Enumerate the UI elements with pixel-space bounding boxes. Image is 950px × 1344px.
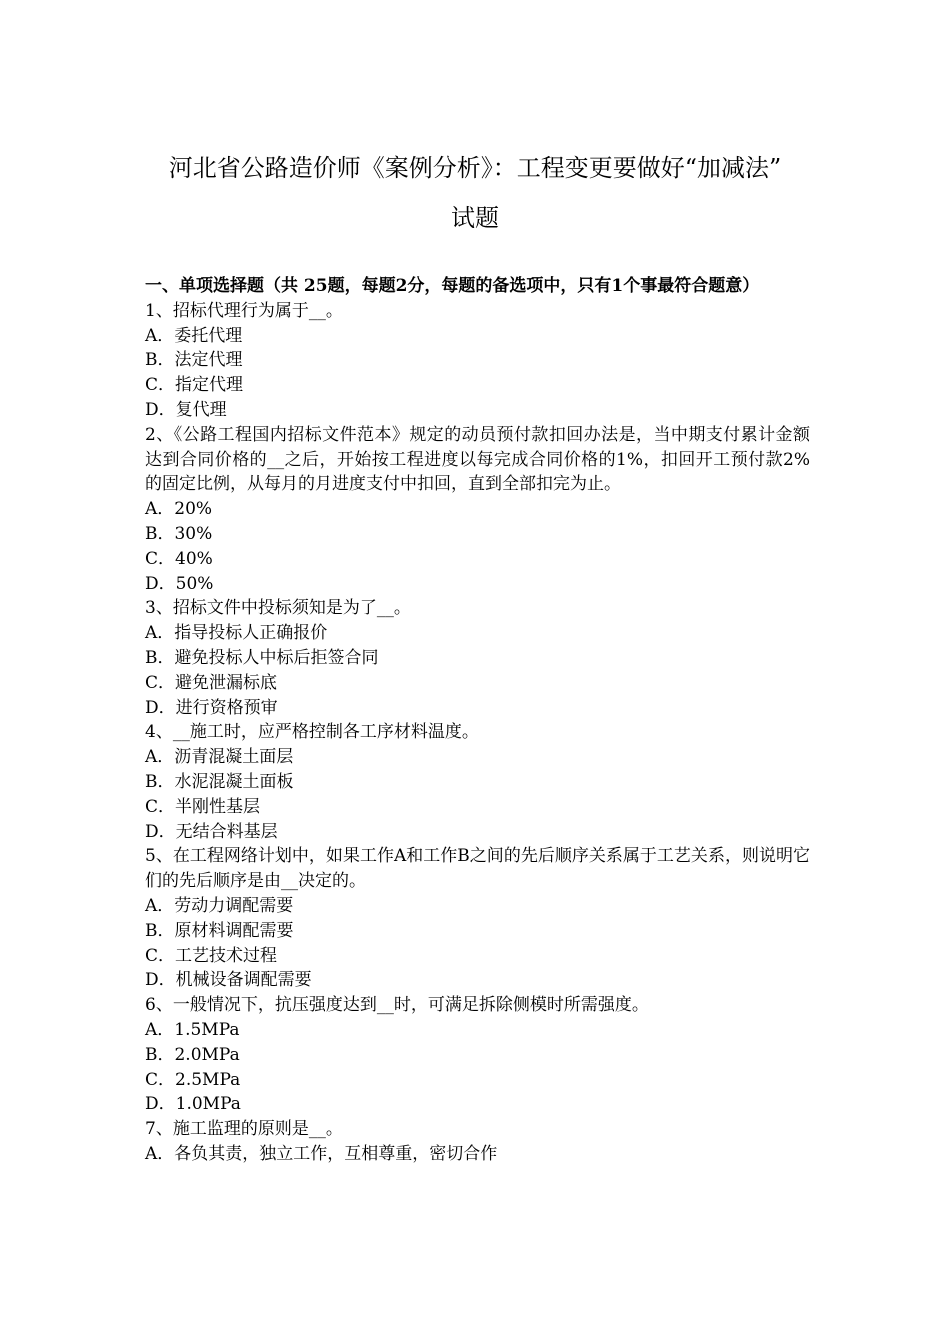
question-stem: 4、__施工时，应严格控制各工序材料温度。 xyxy=(145,722,479,743)
question-block xyxy=(145,720,810,844)
question-stem: 6、一般情况下，抗压强度达到__时，可满足拆除侧模时所需强度。 xyxy=(145,995,649,1016)
document-body xyxy=(145,274,810,1167)
answer-option: D．机械设备调配需要 xyxy=(145,970,312,991)
question-stem: 7、施工监理的原则是__。 xyxy=(145,1119,343,1140)
answer-option: D．1.0MPa xyxy=(145,1094,241,1115)
answer-option: B．原材料调配需要 xyxy=(145,920,294,941)
answer-option: C．40% xyxy=(145,548,213,569)
answer-option: A．沥青混凝土面层 xyxy=(145,747,294,768)
answer-option: A．指导投标人正确报价 xyxy=(145,623,328,644)
answer-option: A．1.5MPa xyxy=(145,1019,240,1040)
answer-option: C．半刚性基层 xyxy=(145,796,261,817)
question-block xyxy=(145,844,810,993)
answer-option: A．委托代理 xyxy=(145,325,243,346)
document-title-continued: 试题 xyxy=(451,204,499,232)
answer-option: D．50% xyxy=(145,573,214,594)
document-title: 河北省公路造价师《案例分析》：工程变更要做好“加减法” xyxy=(168,154,782,182)
question-block xyxy=(145,596,810,720)
answer-option: B．水泥混凝土面板 xyxy=(145,771,294,792)
answer-option: C．工艺技术过程 xyxy=(145,945,278,966)
question-block xyxy=(145,423,810,597)
answer-option: D．无结合料基层 xyxy=(145,821,278,842)
question-stem: 3、招标文件中投标须知是为了__。 xyxy=(145,598,411,619)
answer-option: B．2.0MPa xyxy=(145,1044,240,1065)
answer-option: B．法定代理 xyxy=(145,350,243,371)
question-stem: 1、招标代理行为属于__。 xyxy=(145,300,343,321)
answer-option: B．避免投标人中标后拒签合同 xyxy=(145,647,379,668)
question-stem: 2、《公路工程国内招标文件范本》规定的动员预付款扣回办法是，当中期支付累计金额达到合同价格的__之后，开始按工程进度以每完成合同价格的1%，扣回开工预付款2%的固定比例，从每月的月进度支付中扣回，直到全部扣完为止。 xyxy=(145,424,810,495)
answer-option: A．劳动力调配需要 xyxy=(145,895,294,916)
answer-option: A．20% xyxy=(145,499,213,520)
question-block xyxy=(145,993,810,1117)
answer-option: C．2.5MPa xyxy=(145,1069,241,1090)
answer-option: C．避免泄漏标底 xyxy=(145,672,278,693)
section-heading: 一、单项选择题（共 25题，每题2分，每题的备选项中，只有1个事最符合题意） xyxy=(145,276,760,296)
question-block xyxy=(145,299,810,423)
answer-option: A．各负其责，独立工作，互相尊重，密切合作 xyxy=(145,1143,498,1164)
answer-option: B．30% xyxy=(145,523,213,544)
answer-option: D．复代理 xyxy=(145,399,227,420)
answer-option: C．指定代理 xyxy=(145,375,244,396)
question-block xyxy=(145,1117,810,1167)
answer-option: D．进行资格预审 xyxy=(145,697,278,718)
question-stem: 5、在工程网络计划中，如果工作A和工作B之间的先后顺序关系属于工艺关系，则说明它们的先后顺序是由__决定的。 xyxy=(145,846,810,892)
